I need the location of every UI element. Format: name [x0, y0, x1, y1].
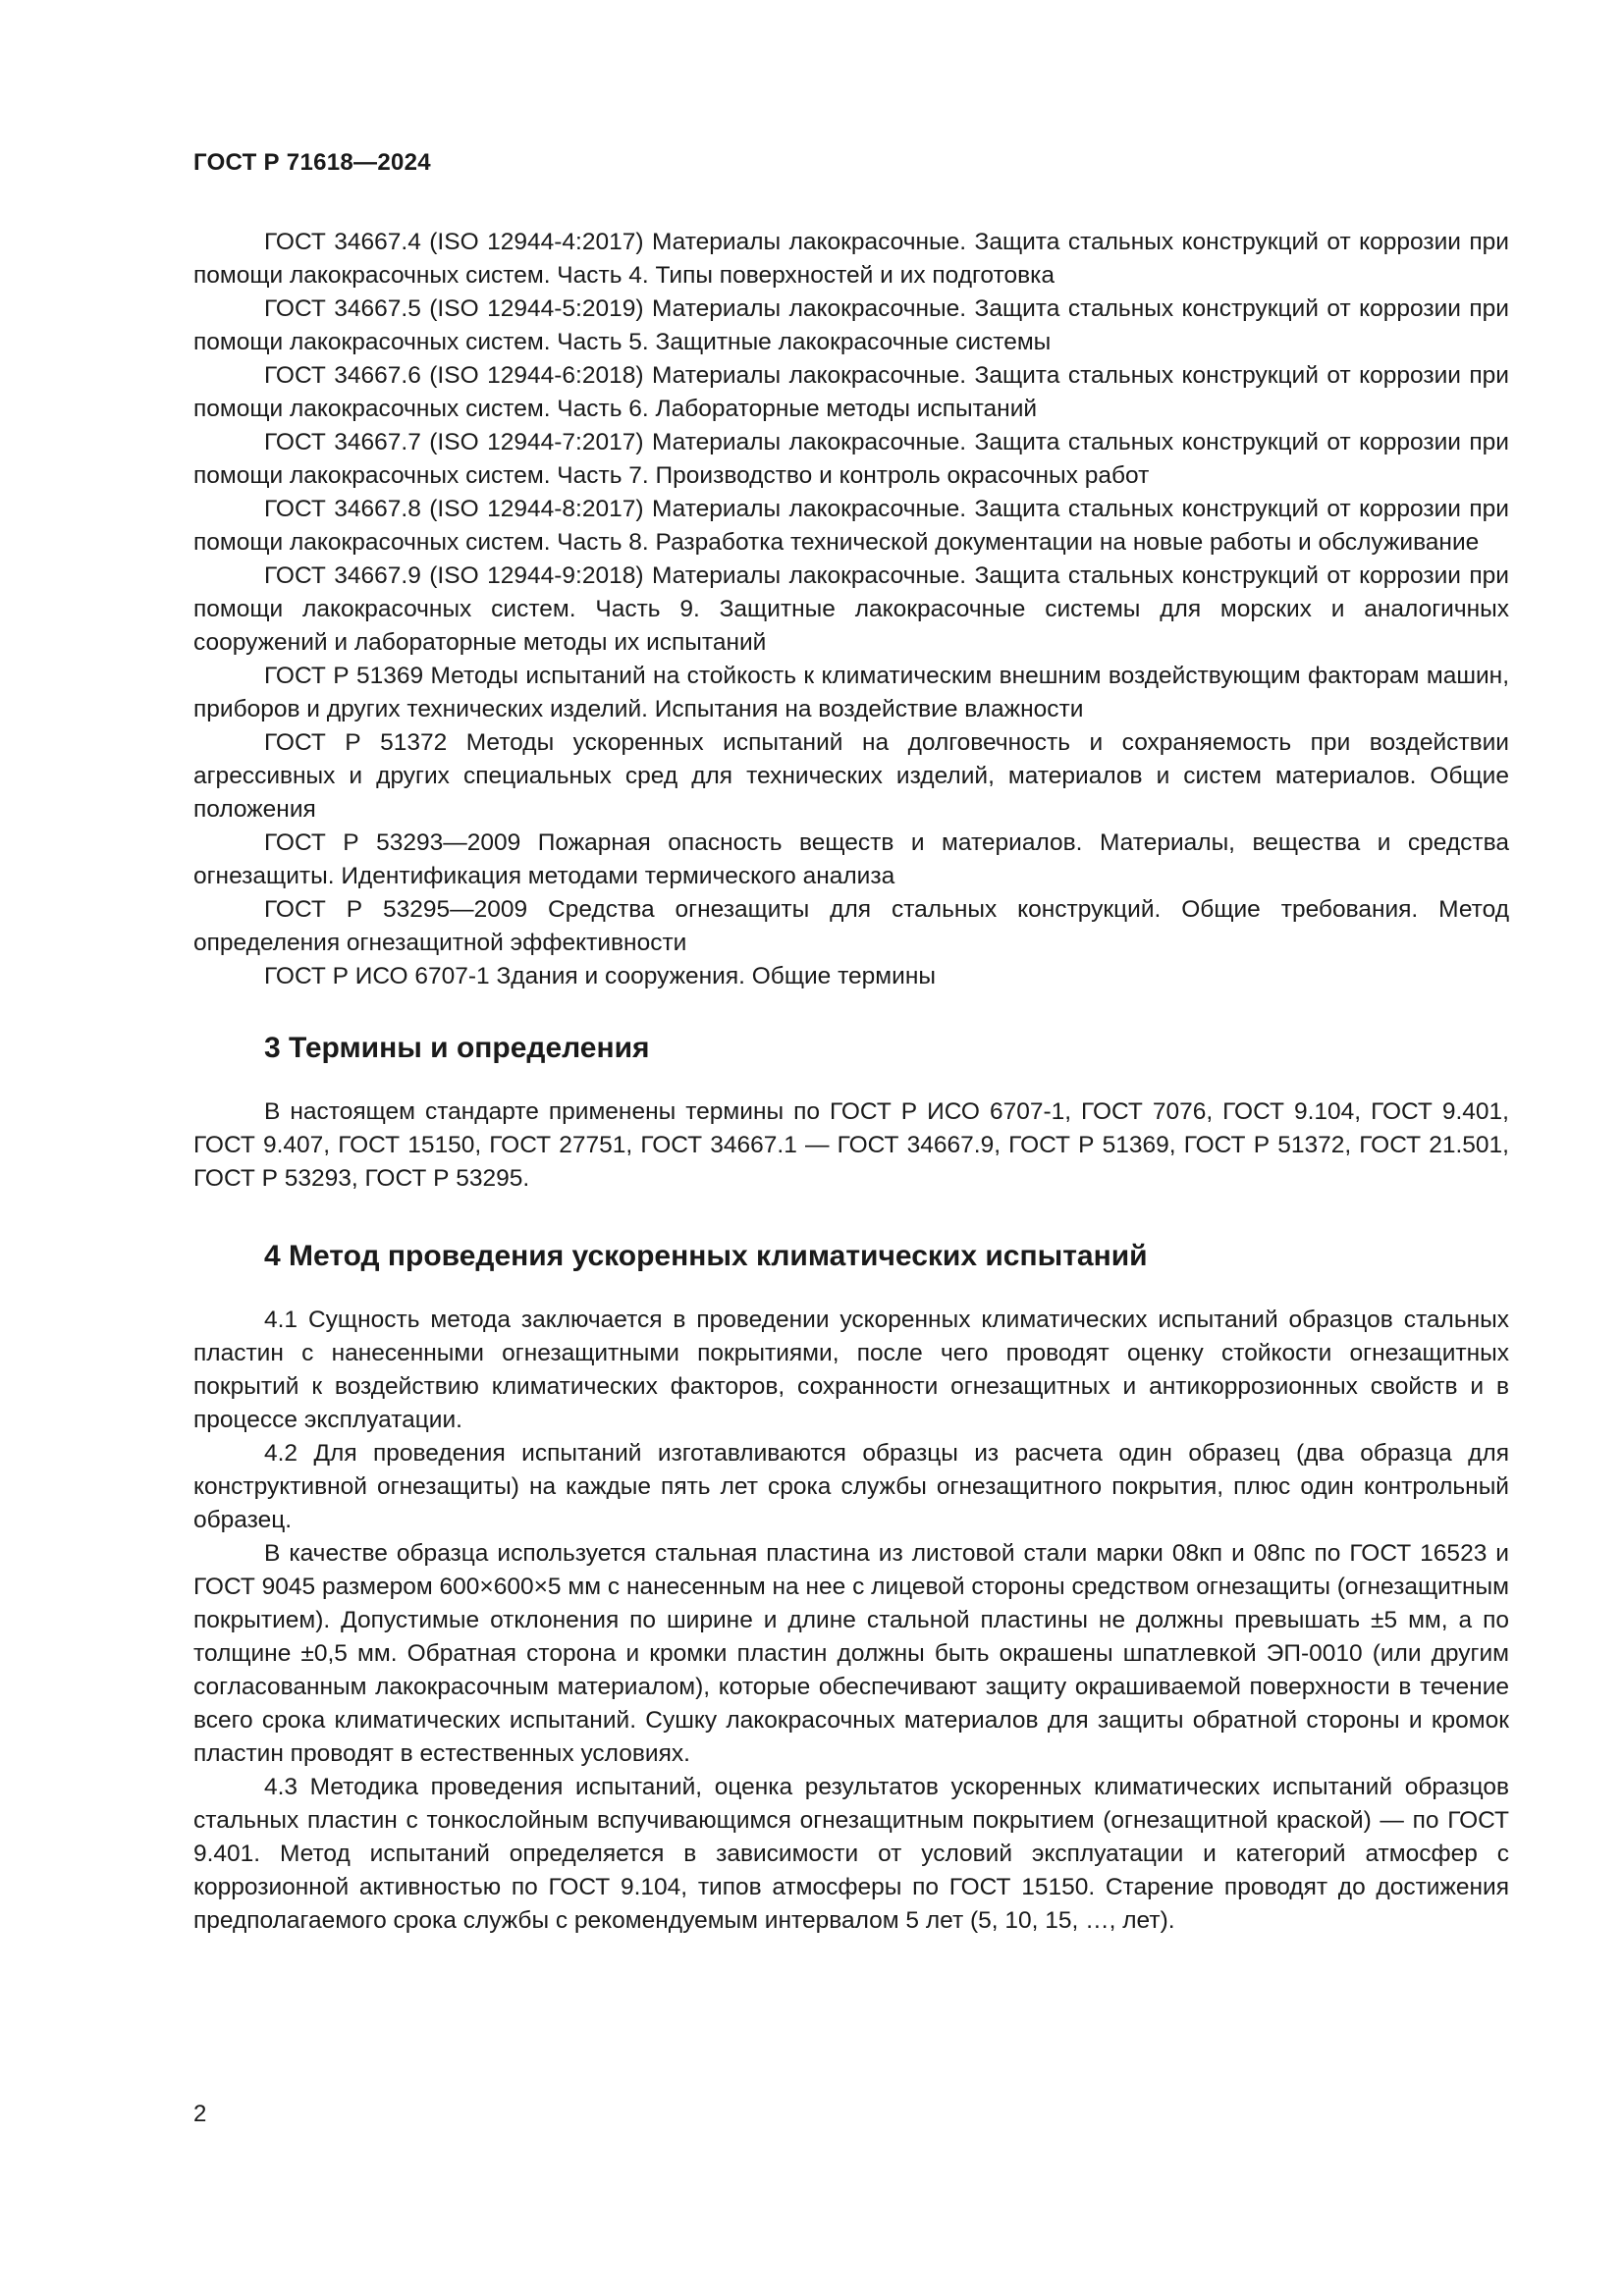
reference-item: ГОСТ Р 53293—2009 Пожарная опасность веществ и материалов. Материалы, вещества и средства огнезащиты. Идентификация методами термического анализа	[193, 829, 1509, 889]
section-4-title: 4 Метод проведения ускоренных климатических испытаний	[264, 1240, 1148, 1272]
reference-item: ГОСТ 34667.5 (ISO 12944-5:2019) Материалы лакокрасочные. Защита стальных конструкций от коррозии при помощи лакокрасочных систем. Часть 5. Защитные лакокрасочные системы	[193, 295, 1509, 355]
reference-item: ГОСТ 34667.6 (ISO 12944-6:2018) Материалы лакокрасочные. Защита стальных конструкций от коррозии при помощи лакокрасочных систем. Часть 6. Лабораторные методы испытаний	[193, 362, 1509, 422]
reference-item: ГОСТ 34667.7 (ISO 12944-7:2017) Материалы лакокрасочные. Защита стальных конструкций от коррозии при помощи лакокрасочных систем. Часть 7. Производство и контроль окрасочных работ	[193, 429, 1509, 489]
section-3-title: 3 Термины и определения	[264, 1032, 650, 1064]
page-number: 2	[193, 2101, 207, 2127]
reference-item: ГОСТ 34667.8 (ISO 12944-8:2017) Материалы лакокрасочные. Защита стальных конструкций от коррозии при помощи лакокрасочных систем. Часть 8. Разработка технической документации на новые работы и обслуживание	[193, 496, 1509, 556]
document-body	[193, 226, 1509, 1938]
reference-item: ГОСТ Р 51369 Методы испытаний на стойкость к климатическим внешним воздействующим факторам машин, приборов и других технических изделий. Испытания на воздействие влажности	[193, 663, 1509, 722]
reference-item: ГОСТ Р 53295—2009 Средства огнезащиты для стальных конструкций. Общие требования. Метод определения огнезащитной эффективности	[193, 896, 1509, 956]
document-header-code: ГОСТ Р 71618—2024	[193, 149, 431, 176]
section-4-paragraph: 4.1 Сущность метода заключается в проведении ускоренных климатических испытаний образцов стальных пластин с нанесенными огнезащитными покрытиями, после чего проводят оценку стойкости огнезащитных покрытий к воздействию климатических факторов, сохранности огнезащитных и антикоррозионных свойств и в процессе эксплуатации.	[193, 1307, 1509, 1433]
section-4-paragraph: 4.3 Методика проведения испытаний, оценка результатов ускоренных климатических испытаний образцов стальных пластин с тонкослойным вспучивающимся огнезащитным покрытием (огнезащитной краской) — по ГОСТ 9.401. Метод испытаний определяется в зависимости от условий эксплуатации и категорий атмосфер с коррозионной активностью по ГОСТ 9.104, типов атмосферы по ГОСТ 15150. Старение проводят до достижения предполагаемого срока службы с рекомендуемым интервалом 5 лет (5, 10, 15, …, лет).	[193, 1774, 1509, 1934]
section-4-paragraph: В качестве образца используется стальная пластина из листовой стали марки 08кп и 08пс по ГОСТ 16523 и ГОСТ 9045 размером 600×600×5 мм с нанесенным на нее с лицевой стороны средством огнезащиты (огнезащитным покрытием). Допустимые отклонения по ширине и длине стальной пластины не должны превышать ±5 мм, а по толщине ±0,5 мм. Обратная сторона и кромки пластин должны быть окрашены шпатлевкой ЭП-0010 (или другим согласованным лакокрасочным материалом), которые обеспечивают защиту окрашиваемой поверхности в течение всего срока климатических испытаний. Сушку лакокрасочных материалов для защиты обратной стороны и кромок пластин проводят в естественных условиях.	[193, 1540, 1509, 1767]
reference-item: ГОСТ Р ИСО 6707-1 Здания и сооружения. Общие термины	[264, 963, 936, 989]
section-4-paragraph: 4.2 Для проведения испытаний изготавливаются образцы из расчета один образец (два образца для конструктивной огнезащиты) на каждые пять лет срока службы огнезащитного покрытия, плюс один контрольный образец.	[193, 1440, 1509, 1533]
normative-references-list	[193, 226, 1509, 993]
section-3-text: В настоящем стандарте применены термины по ГОСТ Р ИСО 6707-1, ГОСТ 7076, ГОСТ 9.104, ГОСТ 9.401, ГОСТ 9.407, ГОСТ 15150, ГОСТ 27751, ГОСТ 34667.1 — ГОСТ 34667.9, ГОСТ Р 51369, ГОСТ Р 51372, ГОСТ 21.501, ГОСТ Р 53293, ГОСТ Р 53295.	[193, 1098, 1509, 1192]
reference-item: ГОСТ 34667.4 (ISO 12944-4:2017) Материалы лакокрасочные. Защита стальных конструкций от коррозии при помощи лакокрасочных систем. Часть 4. Типы поверхностей и их подготовка	[193, 229, 1509, 289]
reference-item: ГОСТ Р 51372 Методы ускоренных испытаний на долговечность и сохраняемость при воздействии агрессивных и других специальных сред для технических изделий, материалов и систем материалов. Общие положения	[193, 729, 1509, 823]
reference-item: ГОСТ 34667.9 (ISO 12944-9:2018) Материалы лакокрасочные. Защита стальных конструкций от коррозии при помощи лакокрасочных систем. Часть 9. Защитные лакокрасочные системы для морских и аналогичных сооружений и лабораторные методы их испытаний	[193, 562, 1509, 656]
